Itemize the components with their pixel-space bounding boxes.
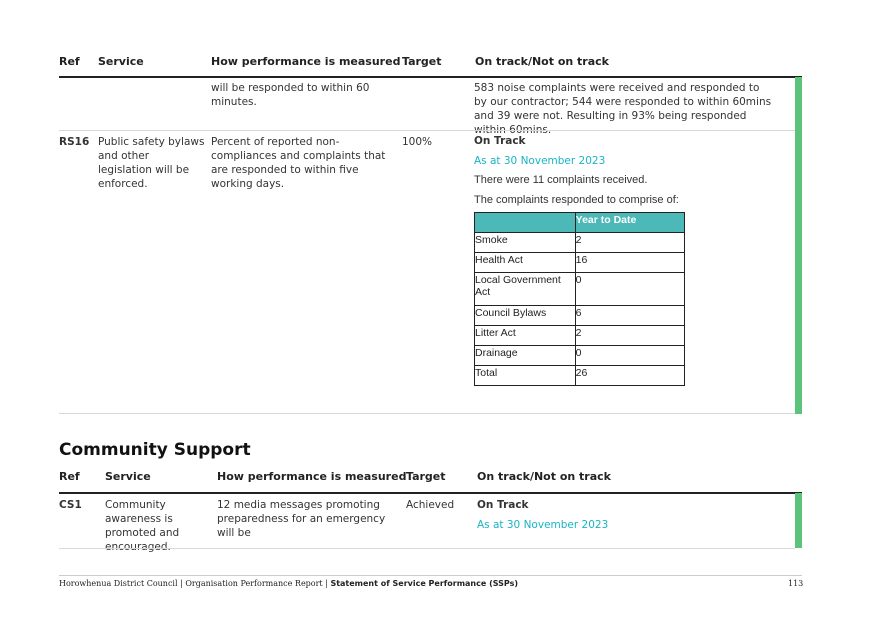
col-header-service: Service — [98, 55, 144, 68]
table-row — [475, 273, 685, 306]
page-number: 113 — [788, 579, 804, 588]
table-header-blank — [475, 213, 576, 233]
table-row — [475, 326, 685, 346]
col-header-measure: How performance is measured — [211, 55, 401, 68]
row-value: 2 — [575, 326, 684, 346]
col-header-ref: Ref — [59, 470, 80, 483]
col-header-target: Target — [402, 55, 442, 68]
col-header-status: On track/Not on track — [477, 470, 611, 483]
table-row — [475, 366, 685, 386]
row-divider — [59, 130, 795, 131]
row-service: Community awareness is promoted and encouraged. — [105, 499, 180, 553]
row-label: Litter Act — [475, 326, 576, 346]
footer-left-bold: Statement of Service Performance (SSPs) — [330, 579, 519, 588]
row-ref: CS1 — [59, 499, 82, 511]
continued-status-text: 583 noise complaints were received and responded to by our contractor; 544 were responded to within 60mins and 39 were not. Resulting in 93% being responded within 60mins. — [474, 82, 772, 136]
col-header-service: Service — [105, 470, 151, 483]
as-at-date: As at 30 November 2023 — [474, 155, 606, 167]
row-value: 6 — [575, 306, 684, 326]
continued-measure: will be responded to within 60 minutes. — [211, 82, 370, 108]
row-value: 16 — [575, 253, 684, 273]
row-divider — [59, 548, 795, 549]
table-row — [475, 253, 685, 273]
table-row — [475, 346, 685, 366]
footer-left: Horowhenua District Council | Organisation Performance Report | — [59, 579, 331, 588]
row-label: Council Bylaws — [475, 306, 576, 326]
as-at-date: As at 30 November 2023 — [477, 519, 609, 531]
col-header-ref: Ref — [59, 55, 80, 68]
complaints-comprise: The complaints responded to comprise of: — [474, 194, 679, 206]
footer-rule — [59, 575, 802, 576]
status-bar — [795, 77, 802, 414]
row-label: Total — [475, 366, 576, 386]
row-value: 0 — [575, 346, 684, 366]
col-header-measure: How performance is measured — [217, 470, 407, 483]
row-measure: 12 media messages promoting preparedness for an emergency will be — [217, 499, 386, 539]
row-value: 26 — [575, 366, 684, 386]
row-label: Health Act — [475, 253, 576, 273]
status-label: On Track — [474, 135, 526, 147]
table-row — [475, 233, 685, 253]
footer-text — [59, 579, 518, 588]
table-bottom-rule — [59, 413, 795, 414]
header-rule — [59, 76, 802, 78]
col-header-status: On track/Not on track — [475, 55, 609, 68]
row-ref: RS16 — [59, 136, 90, 148]
row-measure: Percent of reported non-compliances and complaints that are responded to within five working days. — [211, 136, 386, 190]
table-header-ytd: Year to Date — [575, 213, 684, 233]
table-row — [475, 306, 685, 326]
header-rule — [59, 492, 802, 494]
row-value: 0 — [575, 273, 684, 306]
row-label: Smoke — [475, 233, 576, 253]
status-label: On Track — [477, 499, 529, 511]
row-label: Local Government Act — [475, 273, 576, 306]
section-title: Community Support — [59, 440, 251, 460]
complaints-received: There were 11 complaints received. — [474, 174, 648, 186]
complaints-table — [474, 212, 685, 386]
row-target: Achieved — [406, 499, 455, 511]
row-target: 100% — [402, 136, 433, 148]
row-label: Drainage — [475, 346, 576, 366]
status-bar — [795, 493, 802, 548]
col-header-target: Target — [406, 470, 446, 483]
row-service: Public safety bylaws and other legislation will be enforced. — [98, 136, 205, 190]
row-value: 2 — [575, 233, 684, 253]
